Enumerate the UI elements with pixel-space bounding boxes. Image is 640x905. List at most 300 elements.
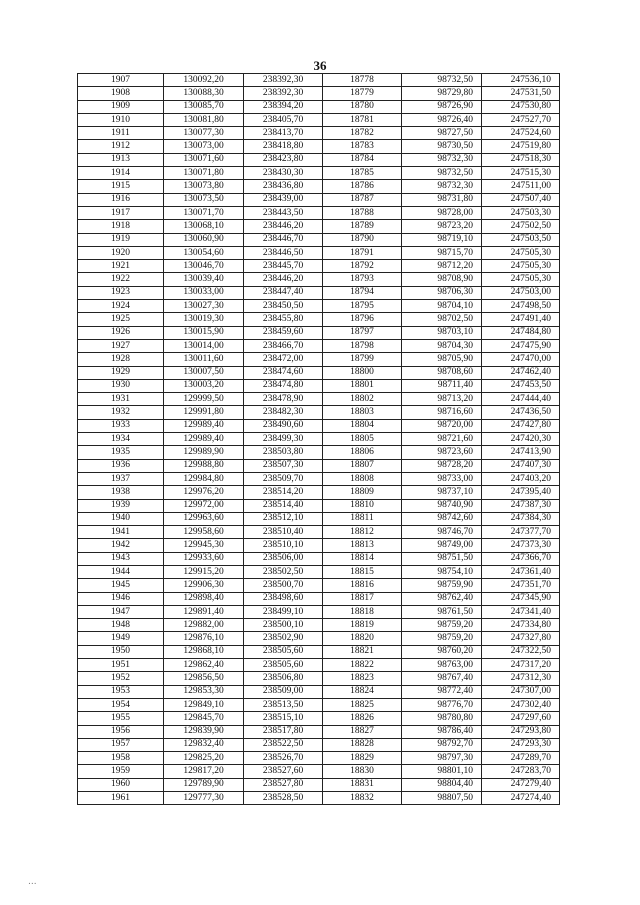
point-number-right-cell: 18796 — [323, 313, 402, 326]
point-number-left-cell: 1931 — [78, 393, 164, 406]
y-coordinate-left-cell: 238446,20 — [244, 273, 323, 286]
point-number-left-cell: 1957 — [78, 738, 164, 751]
table-row — [78, 326, 560, 339]
y-coordinate-left-cell: 238505,60 — [244, 645, 323, 658]
y-coordinate-right-cell: 247384,30 — [482, 512, 560, 525]
point-number-right-cell: 18804 — [323, 419, 402, 432]
y-coordinate-left-cell: 238443,50 — [244, 206, 323, 219]
y-coordinate-right-cell: 247373,30 — [482, 539, 560, 552]
point-number-left-cell: 1952 — [78, 672, 164, 685]
y-coordinate-right-cell: 247420,30 — [482, 433, 560, 446]
coordinates-table — [77, 73, 560, 805]
x-coordinate-left-cell: 130071,80 — [164, 167, 244, 180]
point-number-left-cell: 1939 — [78, 499, 164, 512]
table-row — [78, 379, 560, 392]
x-coordinate-right-cell: 98705,90 — [402, 353, 482, 366]
y-coordinate-left-cell: 238430,30 — [244, 167, 323, 180]
y-coordinate-left-cell: 238418,80 — [244, 140, 323, 153]
x-coordinate-right-cell: 98703,10 — [402, 326, 482, 339]
y-coordinate-left-cell: 238502,50 — [244, 565, 323, 578]
point-number-right-cell: 18783 — [323, 140, 402, 153]
y-coordinate-left-cell: 238450,50 — [244, 300, 323, 313]
x-coordinate-right-cell: 98772,40 — [402, 685, 482, 698]
table-row — [78, 499, 560, 512]
x-coordinate-right-cell: 98729,80 — [402, 87, 482, 100]
x-coordinate-right-cell: 98721,60 — [402, 433, 482, 446]
table-row — [78, 406, 560, 419]
table-row — [78, 273, 560, 286]
x-coordinate-left-cell: 130019,30 — [164, 313, 244, 326]
y-coordinate-left-cell: 238466,70 — [244, 339, 323, 352]
point-number-right-cell: 18806 — [323, 446, 402, 459]
point-number-left-cell: 1959 — [78, 765, 164, 778]
point-number-left-cell: 1918 — [78, 220, 164, 233]
x-coordinate-right-cell: 98751,50 — [402, 552, 482, 565]
table-row — [78, 565, 560, 578]
y-coordinate-right-cell: 247436,50 — [482, 406, 560, 419]
x-coordinate-right-cell: 98712,20 — [402, 260, 482, 273]
table-row — [78, 579, 560, 592]
table-row — [78, 659, 560, 672]
y-coordinate-right-cell: 247518,30 — [482, 153, 560, 166]
point-number-right-cell: 18812 — [323, 526, 402, 539]
point-number-left-cell: 1956 — [78, 725, 164, 738]
table-row — [78, 605, 560, 618]
x-coordinate-left-cell: 129991,80 — [164, 406, 244, 419]
point-number-left-cell: 1949 — [78, 632, 164, 645]
x-coordinate-left-cell: 129862,40 — [164, 659, 244, 672]
y-coordinate-left-cell: 238482,30 — [244, 406, 323, 419]
point-number-right-cell: 18780 — [323, 100, 402, 113]
point-number-right-cell: 18802 — [323, 393, 402, 406]
x-coordinate-left-cell: 130046,70 — [164, 260, 244, 273]
point-number-left-cell: 1954 — [78, 698, 164, 711]
x-coordinate-left-cell: 129891,40 — [164, 605, 244, 618]
point-number-left-cell: 1961 — [78, 792, 164, 805]
point-number-right-cell: 18784 — [323, 153, 402, 166]
x-coordinate-right-cell: 98728,00 — [402, 206, 482, 219]
x-coordinate-left-cell: 130011,60 — [164, 353, 244, 366]
point-number-left-cell: 1936 — [78, 459, 164, 472]
y-coordinate-right-cell: 247366,70 — [482, 552, 560, 565]
point-number-right-cell: 18801 — [323, 379, 402, 392]
x-coordinate-left-cell: 129882,00 — [164, 619, 244, 632]
y-coordinate-right-cell: 247297,60 — [482, 712, 560, 725]
point-number-left-cell: 1914 — [78, 167, 164, 180]
x-coordinate-left-cell: 129817,20 — [164, 765, 244, 778]
x-coordinate-left-cell: 129963,60 — [164, 512, 244, 525]
point-number-right-cell: 18817 — [323, 592, 402, 605]
y-coordinate-left-cell: 238515,10 — [244, 712, 323, 725]
point-number-left-cell: 1929 — [78, 366, 164, 379]
x-coordinate-right-cell: 98807,50 — [402, 792, 482, 805]
x-coordinate-left-cell: 129849,10 — [164, 698, 244, 711]
x-coordinate-right-cell: 98731,80 — [402, 193, 482, 206]
table-row — [78, 206, 560, 219]
table-row — [78, 100, 560, 113]
y-coordinate-right-cell: 247395,40 — [482, 486, 560, 499]
x-coordinate-left-cell: 130039,40 — [164, 273, 244, 286]
x-coordinate-left-cell: 130003,20 — [164, 379, 244, 392]
table-row — [78, 419, 560, 432]
point-number-right-cell: 18832 — [323, 792, 402, 805]
point-number-right-cell: 18789 — [323, 220, 402, 233]
point-number-left-cell: 1930 — [78, 379, 164, 392]
y-coordinate-left-cell: 238392,30 — [244, 74, 323, 87]
x-coordinate-right-cell: 98732,30 — [402, 180, 482, 193]
x-coordinate-left-cell: 130015,90 — [164, 326, 244, 339]
point-number-right-cell: 18821 — [323, 645, 402, 658]
x-coordinate-left-cell: 129825,20 — [164, 752, 244, 765]
x-coordinate-left-cell: 130073,80 — [164, 180, 244, 193]
y-coordinate-left-cell: 238472,00 — [244, 353, 323, 366]
point-number-left-cell: 1911 — [78, 127, 164, 140]
y-coordinate-left-cell: 238505,60 — [244, 659, 323, 672]
x-coordinate-right-cell: 98767,40 — [402, 672, 482, 685]
table-row — [78, 433, 560, 446]
x-coordinate-left-cell: 130007,50 — [164, 366, 244, 379]
x-coordinate-right-cell: 98732,30 — [402, 153, 482, 166]
x-coordinate-left-cell: 130068,10 — [164, 220, 244, 233]
point-number-right-cell: 18798 — [323, 339, 402, 352]
point-number-left-cell: 1934 — [78, 433, 164, 446]
y-coordinate-right-cell: 247470,00 — [482, 353, 560, 366]
y-coordinate-left-cell: 238498,60 — [244, 592, 323, 605]
y-coordinate-right-cell: 247498,50 — [482, 300, 560, 313]
table-row — [78, 167, 560, 180]
point-number-right-cell: 18788 — [323, 206, 402, 219]
x-coordinate-right-cell: 98740,90 — [402, 499, 482, 512]
x-coordinate-right-cell: 98704,10 — [402, 300, 482, 313]
x-coordinate-right-cell: 98723,60 — [402, 446, 482, 459]
point-number-left-cell: 1920 — [78, 246, 164, 259]
point-number-left-cell: 1938 — [78, 486, 164, 499]
y-coordinate-right-cell: 247491,40 — [482, 313, 560, 326]
y-coordinate-right-cell: 247536,10 — [482, 74, 560, 87]
point-number-right-cell: 18814 — [323, 552, 402, 565]
x-coordinate-right-cell: 98732,50 — [402, 167, 482, 180]
point-number-right-cell: 18831 — [323, 778, 402, 791]
point-number-left-cell: 1937 — [78, 472, 164, 485]
y-coordinate-left-cell: 238459,60 — [244, 326, 323, 339]
y-coordinate-right-cell: 247377,70 — [482, 526, 560, 539]
y-coordinate-right-cell: 247530,80 — [482, 100, 560, 113]
y-coordinate-right-cell: 247524,60 — [482, 127, 560, 140]
x-coordinate-right-cell: 98708,60 — [402, 366, 482, 379]
y-coordinate-left-cell: 238514,20 — [244, 486, 323, 499]
point-number-left-cell: 1932 — [78, 406, 164, 419]
y-coordinate-left-cell: 238512,10 — [244, 512, 323, 525]
x-coordinate-right-cell: 98716,60 — [402, 406, 482, 419]
y-coordinate-left-cell: 238506,00 — [244, 552, 323, 565]
y-coordinate-right-cell: 247293,80 — [482, 725, 560, 738]
x-coordinate-left-cell: 129777,30 — [164, 792, 244, 805]
y-coordinate-left-cell: 238500,10 — [244, 619, 323, 632]
x-coordinate-right-cell: 98727,50 — [402, 127, 482, 140]
point-number-right-cell: 18824 — [323, 685, 402, 698]
x-coordinate-left-cell: 129989,90 — [164, 446, 244, 459]
table-row — [78, 153, 560, 166]
y-coordinate-right-cell: 247322,50 — [482, 645, 560, 658]
x-coordinate-right-cell: 98702,50 — [402, 313, 482, 326]
point-number-left-cell: 1916 — [78, 193, 164, 206]
table-row — [78, 486, 560, 499]
point-number-right-cell: 18809 — [323, 486, 402, 499]
table-row — [78, 286, 560, 299]
x-coordinate-left-cell: 129933,60 — [164, 552, 244, 565]
point-number-right-cell: 18815 — [323, 565, 402, 578]
table-row — [78, 619, 560, 632]
x-coordinate-left-cell: 129856,50 — [164, 672, 244, 685]
y-coordinate-right-cell: 247307,00 — [482, 685, 560, 698]
point-number-left-cell: 1941 — [78, 526, 164, 539]
x-coordinate-right-cell: 98726,40 — [402, 113, 482, 126]
table-row — [78, 260, 560, 273]
y-coordinate-right-cell: 247345,90 — [482, 592, 560, 605]
point-number-right-cell: 18778 — [323, 74, 402, 87]
x-coordinate-left-cell: 130060,90 — [164, 233, 244, 246]
y-coordinate-left-cell: 238510,40 — [244, 526, 323, 539]
point-number-left-cell: 1935 — [78, 446, 164, 459]
x-coordinate-right-cell: 98801,10 — [402, 765, 482, 778]
point-number-left-cell: 1950 — [78, 645, 164, 658]
x-coordinate-right-cell: 98708,90 — [402, 273, 482, 286]
point-number-right-cell: 18786 — [323, 180, 402, 193]
table-row — [78, 220, 560, 233]
table-row — [78, 632, 560, 645]
table-row — [78, 140, 560, 153]
x-coordinate-right-cell: 98761,50 — [402, 605, 482, 618]
y-coordinate-right-cell: 247351,70 — [482, 579, 560, 592]
point-number-right-cell: 18794 — [323, 286, 402, 299]
point-number-left-cell: 1909 — [78, 100, 164, 113]
point-number-right-cell: 18813 — [323, 539, 402, 552]
y-coordinate-left-cell: 238509,70 — [244, 472, 323, 485]
table-row — [78, 552, 560, 565]
y-coordinate-right-cell: 247503,00 — [482, 286, 560, 299]
point-number-left-cell: 1943 — [78, 552, 164, 565]
x-coordinate-right-cell: 98737,10 — [402, 486, 482, 499]
y-coordinate-right-cell: 247302,40 — [482, 698, 560, 711]
y-coordinate-right-cell: 247317,20 — [482, 659, 560, 672]
x-coordinate-right-cell: 98749,00 — [402, 539, 482, 552]
y-coordinate-right-cell: 247334,80 — [482, 619, 560, 632]
x-coordinate-left-cell: 130027,30 — [164, 300, 244, 313]
y-coordinate-left-cell: 238446,50 — [244, 246, 323, 259]
y-coordinate-right-cell: 247453,50 — [482, 379, 560, 392]
x-coordinate-right-cell: 98726,90 — [402, 100, 482, 113]
point-number-left-cell: 1942 — [78, 539, 164, 552]
point-number-right-cell: 18793 — [323, 273, 402, 286]
x-coordinate-left-cell: 129868,10 — [164, 645, 244, 658]
y-coordinate-right-cell: 247505,30 — [482, 246, 560, 259]
table-row — [78, 778, 560, 791]
point-number-right-cell: 18800 — [323, 366, 402, 379]
y-coordinate-left-cell: 238522,50 — [244, 738, 323, 751]
table-row — [78, 300, 560, 313]
x-coordinate-left-cell: 129915,20 — [164, 565, 244, 578]
x-coordinate-left-cell: 129988,80 — [164, 459, 244, 472]
x-coordinate-right-cell: 98759,90 — [402, 579, 482, 592]
point-number-right-cell: 18826 — [323, 712, 402, 725]
point-number-right-cell: 18810 — [323, 499, 402, 512]
y-coordinate-right-cell: 247515,30 — [482, 167, 560, 180]
x-coordinate-right-cell: 98804,40 — [402, 778, 482, 791]
point-number-left-cell: 1919 — [78, 233, 164, 246]
y-coordinate-left-cell: 238439,00 — [244, 193, 323, 206]
point-number-right-cell: 18827 — [323, 725, 402, 738]
y-coordinate-left-cell: 238503,80 — [244, 446, 323, 459]
x-coordinate-right-cell: 98792,70 — [402, 738, 482, 751]
x-coordinate-left-cell: 129898,40 — [164, 592, 244, 605]
x-coordinate-right-cell: 98762,40 — [402, 592, 482, 605]
table-row — [78, 353, 560, 366]
point-number-right-cell: 18787 — [323, 193, 402, 206]
point-number-left-cell: 1946 — [78, 592, 164, 605]
y-coordinate-right-cell: 247462,40 — [482, 366, 560, 379]
x-coordinate-right-cell: 98760,20 — [402, 645, 482, 658]
y-coordinate-left-cell: 238446,70 — [244, 233, 323, 246]
point-number-left-cell: 1908 — [78, 87, 164, 100]
y-coordinate-right-cell: 247407,30 — [482, 459, 560, 472]
x-coordinate-right-cell: 98776,70 — [402, 698, 482, 711]
y-coordinate-left-cell: 238510,10 — [244, 539, 323, 552]
x-coordinate-left-cell: 129789,90 — [164, 778, 244, 791]
point-number-right-cell: 18816 — [323, 579, 402, 592]
y-coordinate-left-cell: 238499,10 — [244, 605, 323, 618]
y-coordinate-right-cell: 247274,40 — [482, 792, 560, 805]
point-number-left-cell: 1924 — [78, 300, 164, 313]
x-coordinate-left-cell: 129853,30 — [164, 685, 244, 698]
y-coordinate-right-cell: 247475,90 — [482, 339, 560, 352]
point-number-right-cell: 18797 — [323, 326, 402, 339]
point-number-left-cell: 1940 — [78, 512, 164, 525]
y-coordinate-right-cell: 247519,80 — [482, 140, 560, 153]
point-number-left-cell: 1953 — [78, 685, 164, 698]
x-coordinate-right-cell: 98720,00 — [402, 419, 482, 432]
point-number-left-cell: 1922 — [78, 273, 164, 286]
table-row — [78, 366, 560, 379]
y-coordinate-right-cell: 247484,80 — [482, 326, 560, 339]
y-coordinate-left-cell: 238405,70 — [244, 113, 323, 126]
y-coordinate-left-cell: 238509,00 — [244, 685, 323, 698]
table-row — [78, 446, 560, 459]
y-coordinate-right-cell: 247341,40 — [482, 605, 560, 618]
x-coordinate-left-cell: 130073,00 — [164, 140, 244, 153]
y-coordinate-left-cell: 238499,30 — [244, 433, 323, 446]
y-coordinate-left-cell: 238527,80 — [244, 778, 323, 791]
y-coordinate-left-cell: 238474,80 — [244, 379, 323, 392]
point-number-right-cell: 18807 — [323, 459, 402, 472]
point-number-right-cell: 18823 — [323, 672, 402, 685]
x-coordinate-right-cell: 98723,20 — [402, 220, 482, 233]
x-coordinate-left-cell: 130054,60 — [164, 246, 244, 259]
x-coordinate-left-cell: 130073,50 — [164, 193, 244, 206]
point-number-right-cell: 18785 — [323, 167, 402, 180]
y-coordinate-right-cell: 247289,70 — [482, 752, 560, 765]
table-row — [78, 685, 560, 698]
x-coordinate-right-cell: 98732,50 — [402, 74, 482, 87]
table-row — [78, 725, 560, 738]
point-number-right-cell: 18781 — [323, 113, 402, 126]
x-coordinate-left-cell: 130071,60 — [164, 153, 244, 166]
point-number-right-cell: 18795 — [323, 300, 402, 313]
table-row — [78, 526, 560, 539]
point-number-right-cell: 18799 — [323, 353, 402, 366]
point-number-right-cell: 18828 — [323, 738, 402, 751]
x-coordinate-right-cell: 98706,30 — [402, 286, 482, 299]
y-coordinate-left-cell: 238528,50 — [244, 792, 323, 805]
y-coordinate-right-cell: 247293,30 — [482, 738, 560, 751]
point-number-right-cell: 18792 — [323, 260, 402, 273]
y-coordinate-right-cell: 247505,30 — [482, 260, 560, 273]
table-row — [78, 233, 560, 246]
point-number-left-cell: 1947 — [78, 605, 164, 618]
point-number-left-cell: 1913 — [78, 153, 164, 166]
y-coordinate-right-cell: 247511,00 — [482, 180, 560, 193]
x-coordinate-left-cell: 130077,30 — [164, 127, 244, 140]
x-coordinate-right-cell: 98797,30 — [402, 752, 482, 765]
y-coordinate-right-cell: 247361,40 — [482, 565, 560, 578]
point-number-right-cell: 18811 — [323, 512, 402, 525]
table-row — [78, 193, 560, 206]
x-coordinate-right-cell: 98786,40 — [402, 725, 482, 738]
page-number: 36 — [313, 58, 327, 73]
x-coordinate-left-cell: 129984,80 — [164, 472, 244, 485]
point-number-right-cell: 18825 — [323, 698, 402, 711]
table-row — [78, 113, 560, 126]
table-row — [78, 738, 560, 751]
y-coordinate-left-cell: 238474,60 — [244, 366, 323, 379]
x-coordinate-left-cell: 130071,70 — [164, 206, 244, 219]
y-coordinate-left-cell: 238392,30 — [244, 87, 323, 100]
point-number-left-cell: 1951 — [78, 659, 164, 672]
y-coordinate-right-cell: 247312,30 — [482, 672, 560, 685]
y-coordinate-right-cell: 247283,70 — [482, 765, 560, 778]
point-number-left-cell: 1948 — [78, 619, 164, 632]
x-coordinate-right-cell: 98733,00 — [402, 472, 482, 485]
point-number-left-cell: 1928 — [78, 353, 164, 366]
point-number-right-cell: 18791 — [323, 246, 402, 259]
point-number-left-cell: 1907 — [78, 74, 164, 87]
x-coordinate-right-cell: 98742,60 — [402, 512, 482, 525]
table-row — [78, 672, 560, 685]
point-number-left-cell: 1912 — [78, 140, 164, 153]
y-coordinate-left-cell: 238517,80 — [244, 725, 323, 738]
x-coordinate-right-cell: 98780,80 — [402, 712, 482, 725]
y-coordinate-right-cell: 247503,50 — [482, 233, 560, 246]
table-row — [78, 592, 560, 605]
point-number-left-cell: 1960 — [78, 778, 164, 791]
point-number-right-cell: 18829 — [323, 752, 402, 765]
point-number-left-cell: 1933 — [78, 419, 164, 432]
y-coordinate-left-cell: 238423,80 — [244, 153, 323, 166]
point-number-left-cell: 1926 — [78, 326, 164, 339]
x-coordinate-left-cell: 129832,40 — [164, 738, 244, 751]
table-row — [78, 87, 560, 100]
table-row — [78, 645, 560, 658]
table-row — [78, 339, 560, 352]
x-coordinate-left-cell: 130033,00 — [164, 286, 244, 299]
table-row — [78, 393, 560, 406]
table-row — [78, 127, 560, 140]
x-coordinate-left-cell: 129839,90 — [164, 725, 244, 738]
y-coordinate-right-cell: 247502,50 — [482, 220, 560, 233]
corner-mark: ... — [28, 877, 37, 887]
point-number-left-cell: 1923 — [78, 286, 164, 299]
y-coordinate-right-cell: 247427,80 — [482, 419, 560, 432]
point-number-right-cell: 18822 — [323, 659, 402, 672]
